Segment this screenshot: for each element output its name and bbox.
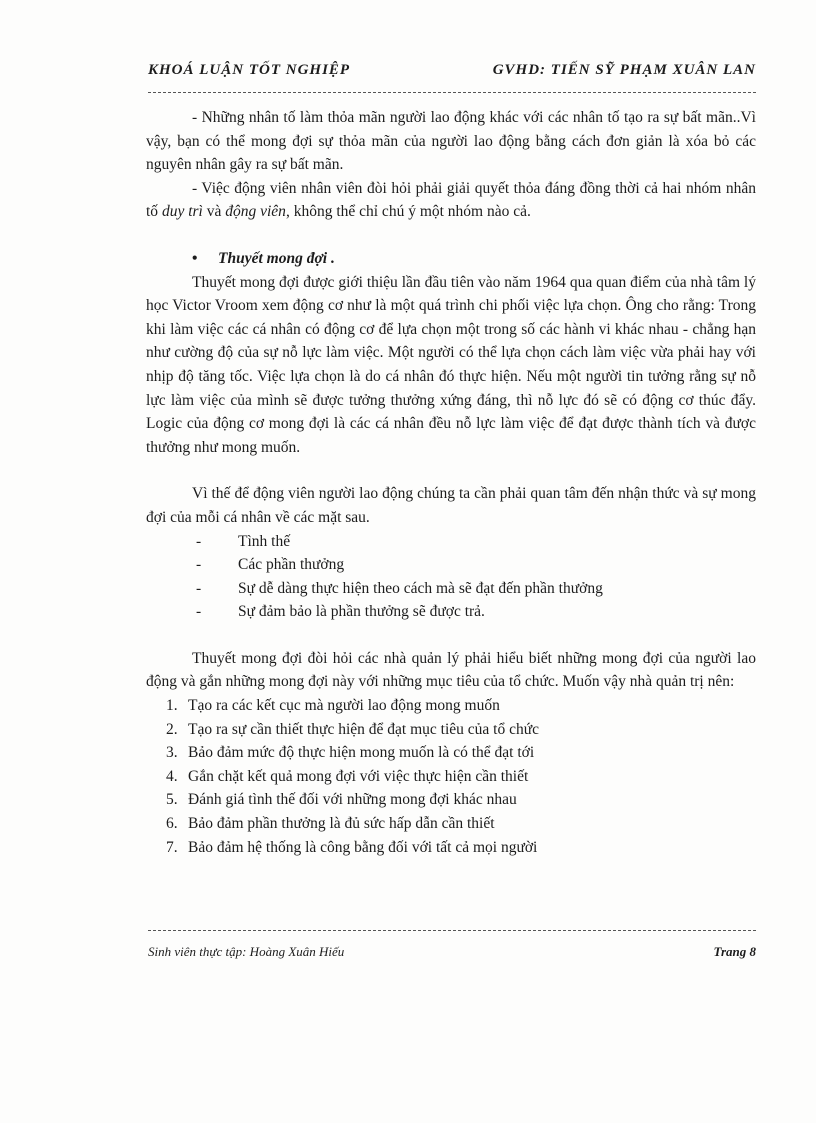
dash-list bbox=[146, 530, 756, 624]
section-heading-text: Thuyết mong đợi . bbox=[218, 249, 335, 267]
bullet-icon: • bbox=[192, 249, 198, 267]
term-duy-tri: duy trì bbox=[161, 203, 203, 221]
footer-student: Sinh viên thực tập: Hoàng Xuân Hiếu bbox=[148, 944, 345, 959]
list-item: 6. Bảo đảm phần thưởng là đủ sức hấp dẫn cần thiết bbox=[166, 815, 495, 833]
header-divider bbox=[148, 92, 756, 93]
page-number: Trang 8 bbox=[713, 944, 756, 959]
list-item: - Các phần thưởng bbox=[196, 556, 345, 574]
paragraph-5: Thuyết mong đợi đòi hỏi các nhà quản lý phải hiểu biết những mong đợi của người lao động và gắn những mong đợi này với những mục tiêu của tổ chức. Muốn vậy nhà quản trị nên: bbox=[146, 649, 756, 691]
footer-divider bbox=[148, 930, 756, 931]
page-header bbox=[148, 62, 756, 79]
paragraph-3: Thuyết mong đợi được giới thiệu lần đầu tiên vào năm 1964 qua quan điểm của nhà tâm lý học Victor Vroom xem động cơ như là một quá trình chi phối việc lựa chọn. Ông cho rằng: Trong khi làm việc các cá nhân có động cơ để lựa chọn một trong số các hành vi khác nhau - chẳng hạn như cường độ của sự nỗ lực làm việc. Một người có thể lựa chọn cách làm việc vừa phải hay với nhịp độ tăng tốc. Việc lựa chọn là do cá nhân đó thực hiện. Nếu một người tin tưởng rằng sự nỗ lực làm việc của mình sẽ được tưởng thưởng xứng đáng, thì nỗ lực đó sẽ có động cơ thúc đẩy. Logic của động cơ mong đợi là các cá nhân đều nỗ lực làm việc để đạt được thành tích và được thưởng như mong muốn. bbox=[146, 273, 756, 456]
page-body bbox=[146, 106, 756, 859]
list-item: 3. Bảo đảm mức độ thực hiện mong muốn là có thể đạt tới bbox=[166, 744, 535, 762]
list-item: 2. Tạo ra sự cần thiết thực hiện để đạt mục tiêu của tổ chức bbox=[166, 720, 539, 738]
list-item: 7. Bảo đảm hệ thống là công bằng đối với tất cả mọi người bbox=[166, 838, 538, 856]
list-item: 4. Gắn chặt kết quả mong đợi với việc thực hiện cần thiết bbox=[166, 767, 529, 785]
list-item: - Sự đảm bảo là phần thưởng sẽ được trả. bbox=[196, 603, 485, 621]
section-heading bbox=[146, 247, 756, 271]
term-dong-vien: động viên bbox=[225, 203, 286, 221]
paragraph-1: - Những nhân tố làm thỏa mãn người lao động khác với các nhân tố tạo ra sự bất mãn..Vì vậy, bạn có thể mong đợi sự thỏa mãn của người lao động bằng cách đơn giản là xóa bỏ các nguyên nhân gây ra sự bất mãn. bbox=[146, 109, 756, 174]
paragraph-4: Vì thế để động viên người lao động chúng ta cần phải quan tâm đến nhận thức và sự mong đợi của mỗi cá nhân về các mặt sau. bbox=[146, 485, 756, 526]
list-item: - Sự dễ dàng thực hiện theo cách mà sẽ đạt đến phần thưởng bbox=[196, 579, 603, 597]
header-advisor: GVHD: TIẾN SỸ PHẠM XUÂN LAN bbox=[492, 62, 756, 78]
header-title: KHOÁ LUẬN TỐT NGHIỆP bbox=[148, 62, 351, 78]
page-footer bbox=[148, 944, 756, 960]
list-item: 1. Tạo ra các kết cục mà người lao động mong muốn bbox=[166, 697, 500, 715]
paragraph-2: - Việc động viên nhân viên đòi hỏi phải giải quyết thỏa đáng đồng thời cả hai nhóm nhân tố duy trì và động viên, không thể chỉ chú ý một nhóm nào cả. bbox=[146, 179, 756, 221]
list-item: 5. Đánh giá tình thế đối với những mong đợi khác nhau bbox=[166, 791, 517, 809]
list-item: - Tình thế bbox=[196, 532, 291, 550]
numbered-list bbox=[146, 694, 756, 859]
